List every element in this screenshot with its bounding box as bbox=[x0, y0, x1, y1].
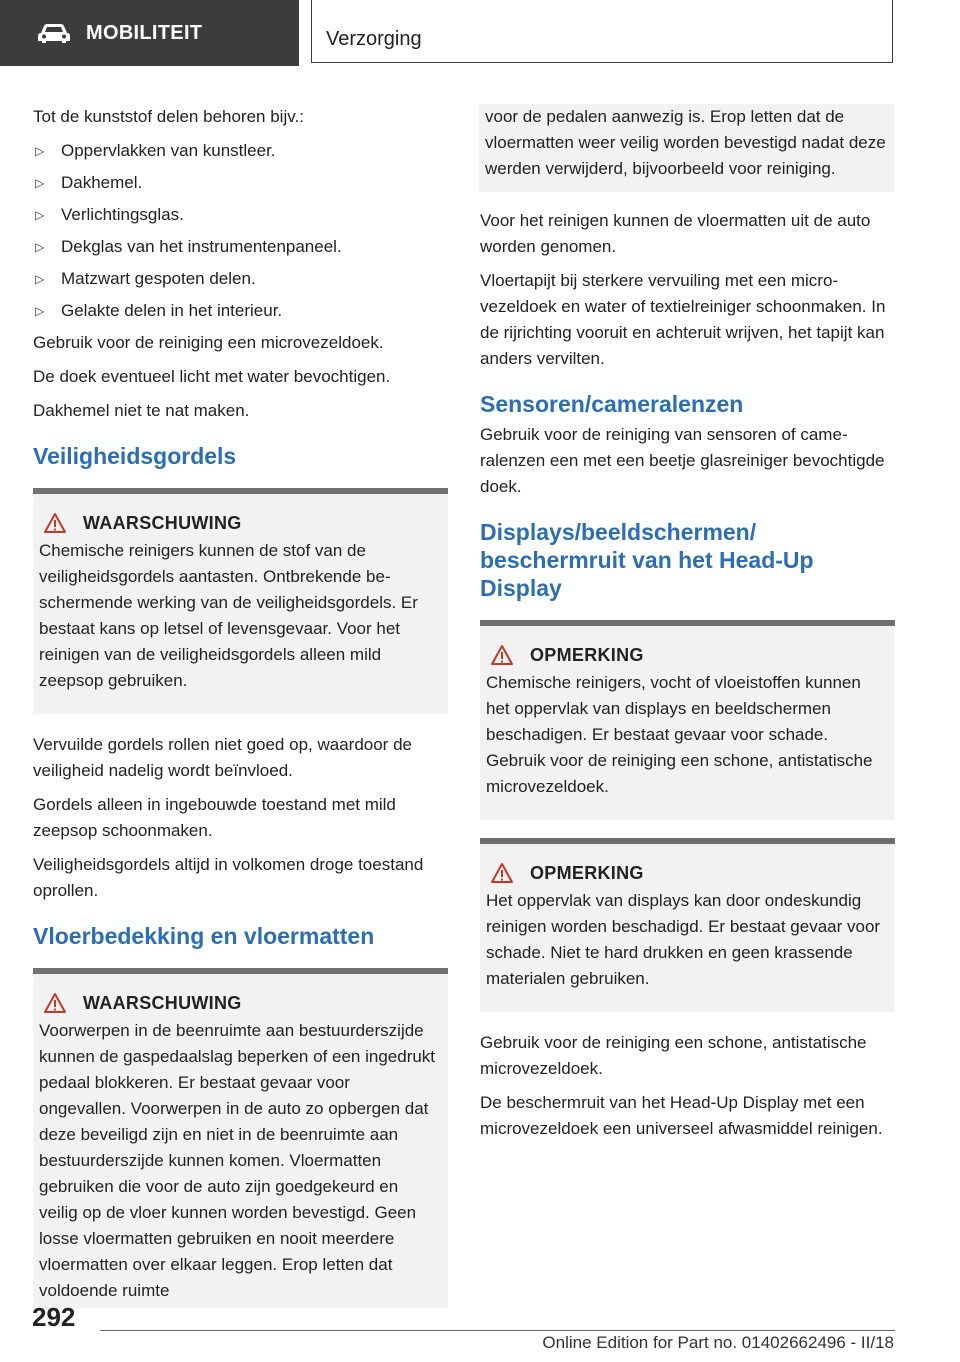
triangle-bullet-icon: ▷ bbox=[35, 208, 45, 222]
paragraph: De beschermruit van het Head-Up Display met een microvezeldoek een universeel afwasmiddel reinigen. bbox=[480, 1093, 883, 1138]
intro-text: Tot de kunststof delen behoren bijv.: bbox=[33, 107, 304, 126]
edition-note: Online Edition for Part no. 01402662496 - II/18 bbox=[542, 1333, 894, 1352]
list-item-text: Dekglas van het instrumentenpaneel. bbox=[61, 237, 342, 256]
triangle-bullet-icon: ▷ bbox=[35, 144, 45, 158]
footer-divider bbox=[100, 1330, 895, 1331]
note-text: Het oppervlak van displays kan door ondeskundig reinigen worden beschadigd. Er bestaat gevaar voor schade. Niet te hard drukken en geen krassende materialen gebruiken. bbox=[486, 891, 881, 988]
car-icon bbox=[36, 22, 72, 44]
warning-triangle-icon bbox=[43, 512, 67, 534]
chapter-tab[interactable] bbox=[0, 0, 299, 66]
left-column bbox=[33, 104, 448, 1308]
paragraph: Voor het reinigen kunnen de vloermatten uit de auto worden genomen. bbox=[480, 211, 871, 256]
list-item bbox=[33, 298, 448, 324]
heading-displays: Displays/beeldschermen/ beschermruit van het Head-Up Display bbox=[480, 519, 814, 601]
heading-sensors: Sensoren/cameralenzen bbox=[480, 391, 744, 417]
section-title: Verzorging bbox=[326, 28, 422, 50]
list-item bbox=[33, 202, 448, 228]
note-box bbox=[480, 620, 895, 820]
list-item-text: Dakhemel. bbox=[61, 173, 143, 192]
warning-triangle-icon bbox=[43, 992, 67, 1014]
list-item-text: Gelakte delen in het interieur. bbox=[61, 301, 283, 320]
note-title: OPMERKING bbox=[530, 862, 644, 883]
warning-triangle-icon bbox=[490, 644, 514, 666]
triangle-bullet-icon: ▷ bbox=[35, 272, 45, 286]
list-item-text: Oppervlakken van kunstleer. bbox=[61, 141, 276, 160]
right-column bbox=[480, 104, 895, 1150]
list-item bbox=[33, 266, 448, 292]
warning-triangle-icon bbox=[490, 862, 514, 884]
warning-text: voor de pedalen aanwezig is. Erop letten dat de vloermatten weer veilig worden bevestigd nadat deze werden verwijderd, bijvoorbeeld voor reiniging. bbox=[485, 107, 886, 178]
paragraph: Vervuilde gordels rollen niet goed op, waardoor de veiligheid nadelig wordt beïnvloed. bbox=[33, 735, 412, 780]
warning-title: WAARSCHUWING bbox=[83, 992, 242, 1013]
warning-box bbox=[33, 968, 448, 1308]
warning-text: Voorwerpen in de beenruimte aan bestuurderszijde kunnen de gaspedaalslag beperken of een ingedrukt pedaal blokkeren. Er bestaat gevaar voor ongevallen. Voorwerpen in de auto zo opbergen dat deze beveiligd zijn en niet in de beenruimte aan bestuurderszijde kunnen komen. Vloermatten gebruiken die voor de auto zijn goedgekeurd en veilig op de vloer kunnen worden bevestigd. Geen losse vloermatten gebruiken en nooit meerdere vloermatten over elkaar leggen. Erop letten dat voldoende ruimte bbox=[39, 1021, 436, 1300]
warning-title: WAARSCHUWING bbox=[83, 512, 242, 533]
triangle-bullet-icon: ▷ bbox=[35, 176, 45, 190]
plastic-parts-list bbox=[33, 138, 448, 324]
section-tab bbox=[311, 0, 893, 63]
warning-box bbox=[33, 488, 448, 714]
page-number: 292 bbox=[32, 1302, 76, 1332]
heading-floor-mats: Vloerbedekking en vloermatten bbox=[33, 923, 375, 949]
list-item bbox=[33, 234, 448, 260]
paragraph: Veiligheidsgordels altijd in volkomen droge toestand oprollen. bbox=[33, 855, 424, 900]
list-item-text: Matzwart gespoten delen. bbox=[61, 269, 256, 288]
note-header bbox=[486, 862, 887, 884]
list-item bbox=[33, 138, 448, 164]
warning-header bbox=[39, 512, 440, 534]
note-text: Chemische reinigers, vocht of vloeistoffen kunnen het oppervlak van displays en beeldschermen beschadigen. Er bestaat gevaar voor schade. Gebruik voor de reiniging een schone, antistatische microvezeldoek. bbox=[486, 673, 873, 796]
paragraph: Gordels alleen in ingebouwde toestand met mild zeepsop schoonmaken. bbox=[33, 795, 396, 840]
note-title: OPMERKING bbox=[530, 644, 644, 665]
triangle-bullet-icon: ▷ bbox=[35, 304, 45, 318]
page-header bbox=[0, 0, 960, 66]
warning-text: Chemische reinigers kunnen de stof van de veiligheidsgordels aantasten. Ontbrekende beschermende werking van de veiligheidsgordels. Er bestaat kans op letsel of levensgevaar. Voor het reinigen van de veiligheidsgordels alleen mild zeepsop gebruiken. bbox=[39, 541, 418, 690]
note-box bbox=[480, 838, 895, 1012]
note-header bbox=[486, 644, 887, 666]
paragraph: Gebruik voor de reiniging een schone, antistatische microvezeldoek. bbox=[480, 1033, 867, 1078]
list-item bbox=[33, 170, 448, 196]
paragraph: De doek eventueel licht met water bevochtigen. bbox=[33, 367, 391, 386]
warning-header bbox=[39, 992, 440, 1014]
paragraph: Vloertapijt bij sterkere vervuiling met een microvezeldoek en water of textielreiniger schoonmaken. In de rijrichting vooruit en achteruit wrijven, het tapijt kan anders vervilten. bbox=[480, 271, 886, 368]
paragraph: Gebruik voor de reiniging een microvezeldoek. bbox=[33, 333, 384, 352]
paragraph: Dakhemel niet te nat maken. bbox=[33, 401, 250, 420]
chapter-title: MOBILITEIT bbox=[86, 21, 203, 44]
triangle-bullet-icon: ▷ bbox=[35, 240, 45, 254]
warning-box-continued bbox=[479, 104, 895, 192]
paragraph: Gebruik voor de reiniging van sensoren of cameralenzen een met een beetje glasreiniger bevochtigde doek. bbox=[480, 425, 885, 496]
list-item-text: Verlichtingsglas. bbox=[61, 205, 184, 224]
heading-seatbelts: Veiligheidsgordels bbox=[33, 443, 237, 469]
